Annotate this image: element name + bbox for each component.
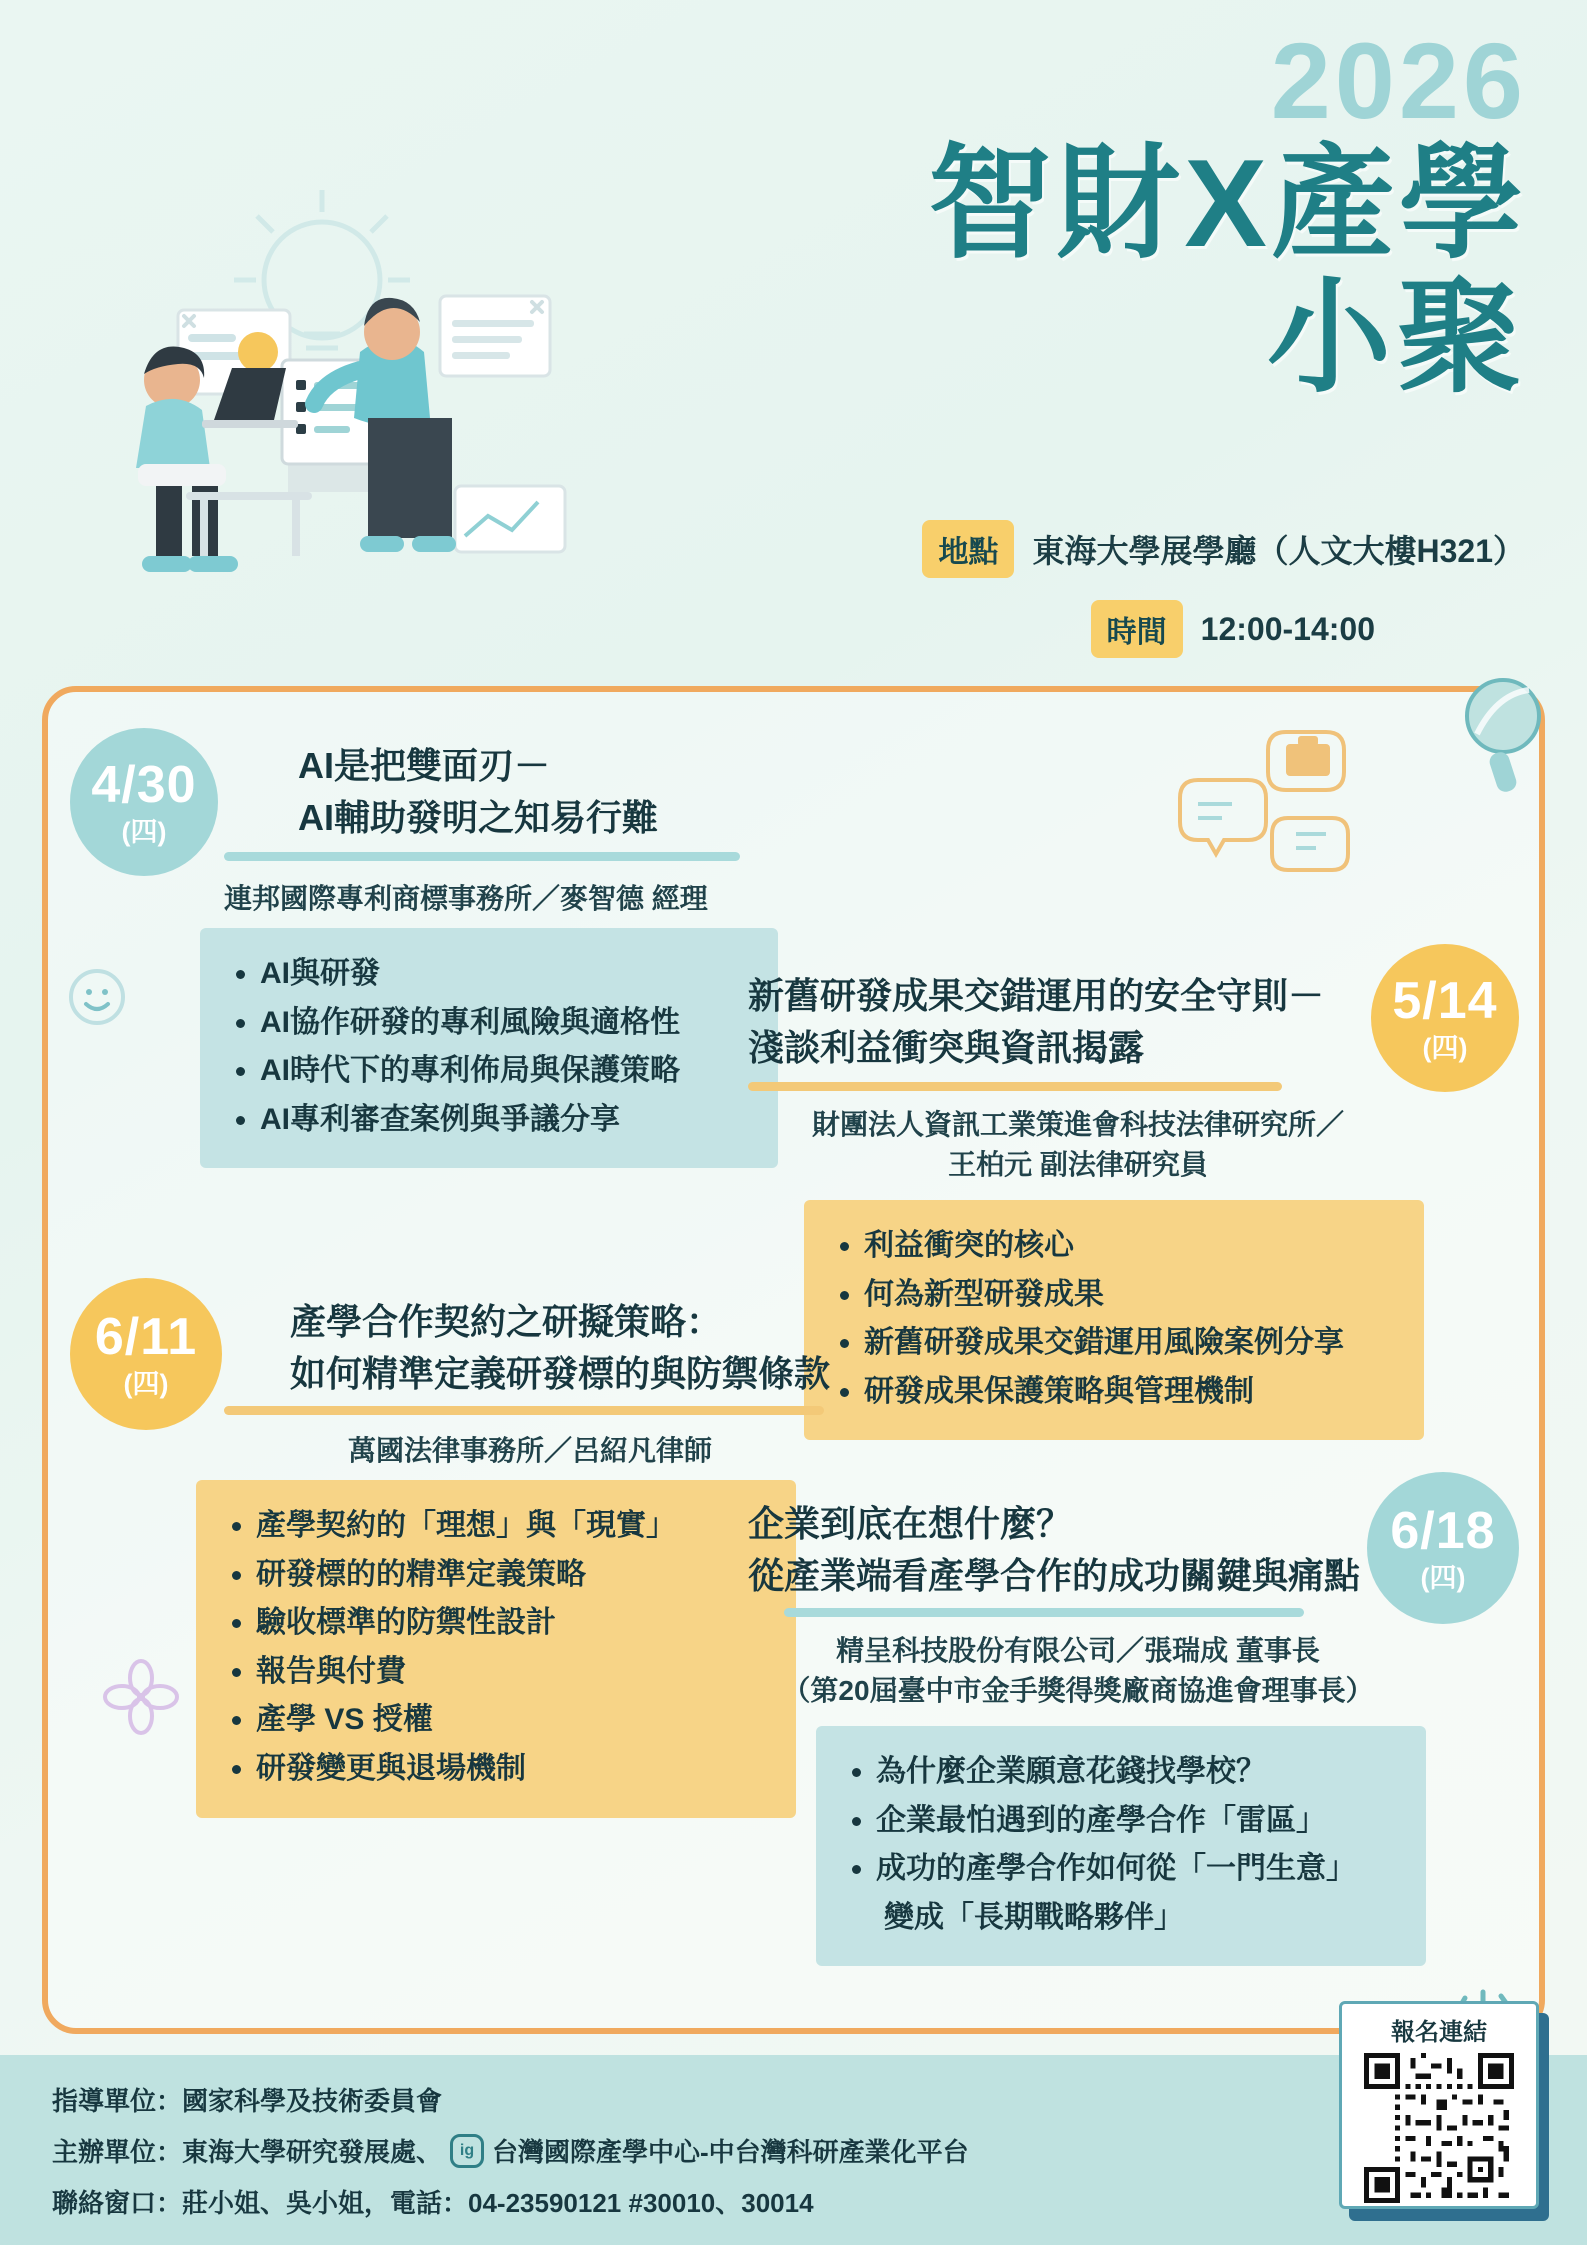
session-speaker-2-line1: 財團法人資訊工業策進會科技法律研究所／ bbox=[811, 1109, 1344, 1140]
footer-line-2 bbox=[52, 2132, 969, 2169]
time-tag: 時間 bbox=[1091, 600, 1183, 658]
session-title-2-line2: 淺談利益衝突與資訊揭露 bbox=[748, 1027, 1145, 1068]
list-item: • 何為新型研發成果 bbox=[864, 1271, 1398, 1320]
list-item: • 報告與付費 bbox=[256, 1648, 770, 1697]
discussion-icon bbox=[1168, 722, 1398, 902]
footer-line-3: 聯絡窗口：莊小姐、吳小姐，電話：04-23590121 #30010、30014 bbox=[52, 2188, 814, 2218]
session-title-2-line1: 新舊研發成果交錯運用的安全守則－ bbox=[748, 975, 1325, 1016]
session-date-2: 5/14 bbox=[1392, 971, 1498, 1030]
session-underline-4 bbox=[784, 1608, 1304, 1617]
session-weekday-4: (四) bbox=[1420, 1562, 1466, 1593]
header-illustration bbox=[60, 120, 680, 640]
session-bullets-3 bbox=[196, 1480, 796, 1818]
footer-organizers bbox=[52, 2081, 969, 2234]
session-speaker-2-line2: 王柏元 副法律研究員 bbox=[948, 1149, 1208, 1180]
flower-icon bbox=[96, 1652, 186, 1742]
session-bullets-2 bbox=[804, 1200, 1424, 1440]
list-item: 變成「長期戰略夥伴」 bbox=[884, 1900, 1184, 1934]
session-speaker-4-line1: 精呈科技股份有限公司／張瑞成 董事長 bbox=[836, 1635, 1320, 1666]
session-weekday-2: (四) bbox=[1422, 1032, 1468, 1063]
session-underline-2 bbox=[748, 1082, 1282, 1091]
session-date-badge-2 bbox=[1371, 944, 1519, 1092]
session-date-4: 6/18 bbox=[1390, 1501, 1496, 1560]
footer-line-1: 指導單位：國家科學及技術委員會 bbox=[52, 2086, 443, 2116]
session-date-3: 6/11 bbox=[94, 1307, 198, 1366]
session-date-badge-1 bbox=[70, 728, 218, 876]
session-speaker-1: 連邦國際專利商標事務所／麥智德 經理 bbox=[224, 883, 708, 914]
list-item: • 新舊研發成果交錯運用風險案例分享 bbox=[864, 1319, 1398, 1368]
session-date-1: 4/30 bbox=[91, 755, 197, 814]
session-bullets-1 bbox=[200, 928, 778, 1168]
session-date-badge-3 bbox=[70, 1278, 222, 1430]
poster-footer bbox=[0, 2019, 1587, 2245]
list-item: • AI時代下的專利佈局與保護策略 bbox=[260, 1047, 752, 1096]
list-item: • 驗收標準的防禦性設計 bbox=[256, 1599, 770, 1648]
session-title-1-line2: AI輔助發明之知易行難 bbox=[298, 797, 659, 838]
poster-header bbox=[0, 0, 1587, 680]
list-item: • AI與研發 bbox=[260, 950, 752, 999]
session-title-3-line2: 如何精準定義研發標的與防禦條款 bbox=[290, 1353, 831, 1394]
sessions-panel bbox=[42, 686, 1545, 2034]
list-item: • AI專利審查案例與爭議分享 bbox=[260, 1096, 752, 1145]
instagram-icon: ig bbox=[450, 2134, 484, 2168]
session-speaker-3: 萬國法律事務所／呂紹凡律師 bbox=[348, 1435, 713, 1466]
poster-title-line2: 小聚 bbox=[1266, 269, 1527, 407]
session-underline-1 bbox=[224, 852, 740, 861]
smiley-icon bbox=[62, 962, 132, 1032]
venue-row bbox=[922, 520, 1525, 578]
magnifier-icon bbox=[1447, 668, 1557, 798]
list-item: • 企業最怕遇到的產學合作「雷區」 bbox=[876, 1797, 1400, 1846]
list-item: • 產學契約的「理想」與「現實」 bbox=[256, 1502, 770, 1551]
list-item: • 產學 VS 授權 bbox=[256, 1696, 770, 1745]
list-item: • 研發變更與退場機制 bbox=[256, 1745, 770, 1794]
session-date-badge-4 bbox=[1367, 1472, 1519, 1624]
session-title-4-line1: 企業到底在想什麼？ bbox=[748, 1503, 1073, 1544]
venue-tag: 地點 bbox=[922, 520, 1014, 578]
session-underline-3 bbox=[224, 1406, 824, 1415]
qr-label: 報名連結 bbox=[1391, 2019, 1487, 2046]
time-text: 12:00-14:00 bbox=[1200, 610, 1375, 647]
session-title-3-line1: 產學合作契約之研擬策略： bbox=[290, 1301, 723, 1342]
session-bullets-4 bbox=[816, 1726, 1426, 1966]
session-speaker-4-line2: （第20屆臺中市金手獎得獎廠商協進會理事長） bbox=[782, 1675, 1374, 1706]
list-item: • 為什麼企業願意花錢找學校？ bbox=[876, 1748, 1400, 1797]
poster-title-line1: 智財X產學 bbox=[928, 135, 1527, 273]
footer-line-2-a: 主辦單位：東海大學研究發展處、 bbox=[52, 2137, 443, 2167]
list-item: • 研發成果保護策略與管理機制 bbox=[864, 1368, 1398, 1417]
time-row bbox=[1091, 600, 1375, 658]
qr-card[interactable] bbox=[1339, 2001, 1539, 2209]
qr-code[interactable] bbox=[1364, 2053, 1514, 2203]
session-weekday-3: (四) bbox=[123, 1368, 169, 1399]
footer-line-2-b: 台灣國際產學中心-中台灣科研產業化平台 bbox=[492, 2137, 969, 2167]
venue-text: 東海大學展學廳（人文大樓H321） bbox=[1032, 533, 1525, 569]
list-item: • 利益衝突的核心 bbox=[864, 1222, 1398, 1271]
list-item: • 研發標的的精準定義策略 bbox=[256, 1551, 770, 1600]
session-title-4-line2: 從產業端看產學合作的成功關鍵與痛點 bbox=[748, 1555, 1361, 1596]
list-item: • 成功的產學合作如何從「一門生意」 bbox=[876, 1845, 1400, 1894]
list-item: • AI協作研發的專利風險與適格性 bbox=[260, 999, 752, 1048]
session-weekday-1: (四) bbox=[121, 816, 167, 847]
poster-year: 2026 bbox=[1270, 20, 1527, 141]
session-title-1-line1: AI是把雙面刃－ bbox=[298, 745, 551, 786]
